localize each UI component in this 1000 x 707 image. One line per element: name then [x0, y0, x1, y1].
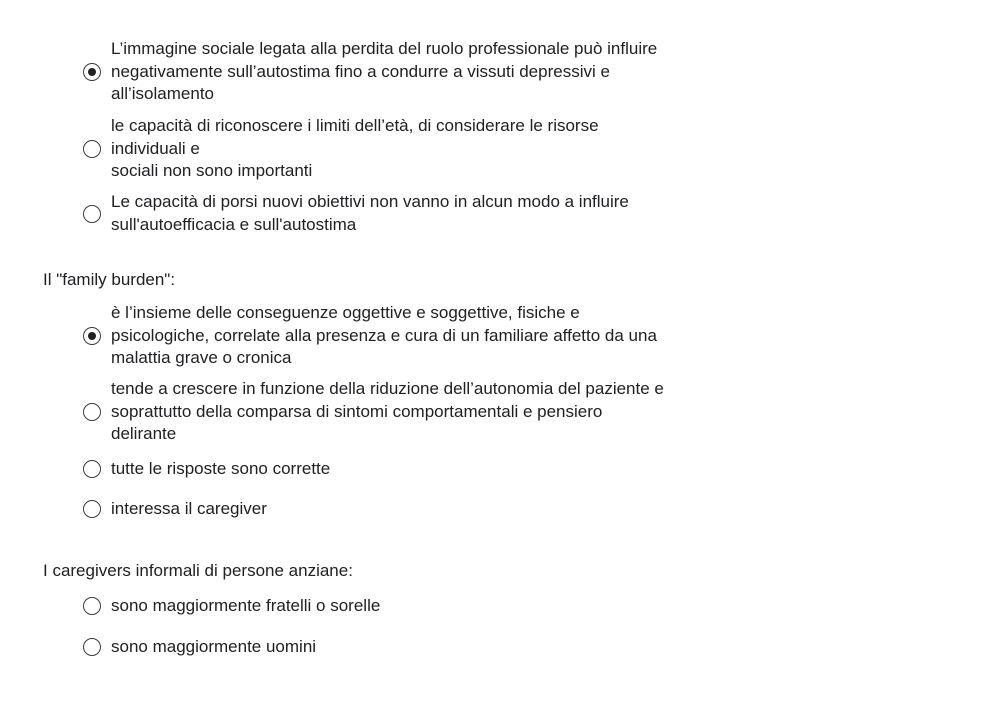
- q1-option-3-label: Le capacità di porsi nuovi obiettivi non vanno in alcun modo a influire sull'autoefficacia e sull'autostima: [111, 192, 629, 234]
- q3-option-1[interactable]: [83, 595, 783, 618]
- q2-option-2[interactable]: [83, 378, 783, 446]
- radio-button[interactable]: [83, 460, 101, 478]
- radio-button[interactable]: [83, 205, 101, 223]
- radio-button[interactable]: [83, 597, 101, 615]
- radio-button[interactable]: [83, 403, 101, 421]
- q2-option-1[interactable]: [83, 302, 783, 370]
- q1-option-1[interactable]: [83, 38, 783, 106]
- q3-option-1-label: sono maggiormente fratelli o sorelle: [111, 596, 381, 615]
- q2-option-4-label: interessa il caregiver: [111, 499, 267, 518]
- q3-title: I caregivers informali di persone anziane:: [43, 561, 353, 580]
- radio-button-selected[interactable]: [83, 63, 101, 81]
- q2-option-2-label: tende a crescere in funzione della riduzione dell’autonomia del paziente e soprattutto della comparsa di sintomi comportamentali e pensiero delirante: [111, 379, 664, 443]
- q2-option-4[interactable]: [83, 498, 783, 521]
- q2-option-3-label: tutte le risposte sono corrette: [111, 459, 331, 478]
- q1-option-2-label: le capacità di riconoscere i limiti dell’età, di considerare le risorse individuali e sociali non sono importanti: [111, 116, 599, 180]
- radio-button[interactable]: [83, 638, 101, 656]
- q1-option-3[interactable]: [83, 191, 783, 236]
- q3-option-2[interactable]: [83, 636, 783, 659]
- radio-button[interactable]: [83, 140, 101, 158]
- q2-title: Il "family burden":: [43, 270, 176, 289]
- q2-option-3[interactable]: [83, 458, 783, 481]
- q3-option-2-label: sono maggiormente uomini: [111, 637, 317, 656]
- radio-button[interactable]: [83, 500, 101, 518]
- q1-option-2[interactable]: [83, 115, 783, 183]
- q2-option-1-label: è l’insieme delle conseguenze oggettive e soggettive, fisiche e psicologiche, correlate alla presenza e cura di un familiare affetto da una malattia grave o cronica: [111, 303, 657, 367]
- radio-button-selected[interactable]: [83, 327, 101, 345]
- q1-option-1-label: L’immagine sociale legata alla perdita del ruolo professionale può influire negativamente sull’autostima fino a condurre a vissuti depressivi e all’isolamento: [111, 39, 658, 103]
